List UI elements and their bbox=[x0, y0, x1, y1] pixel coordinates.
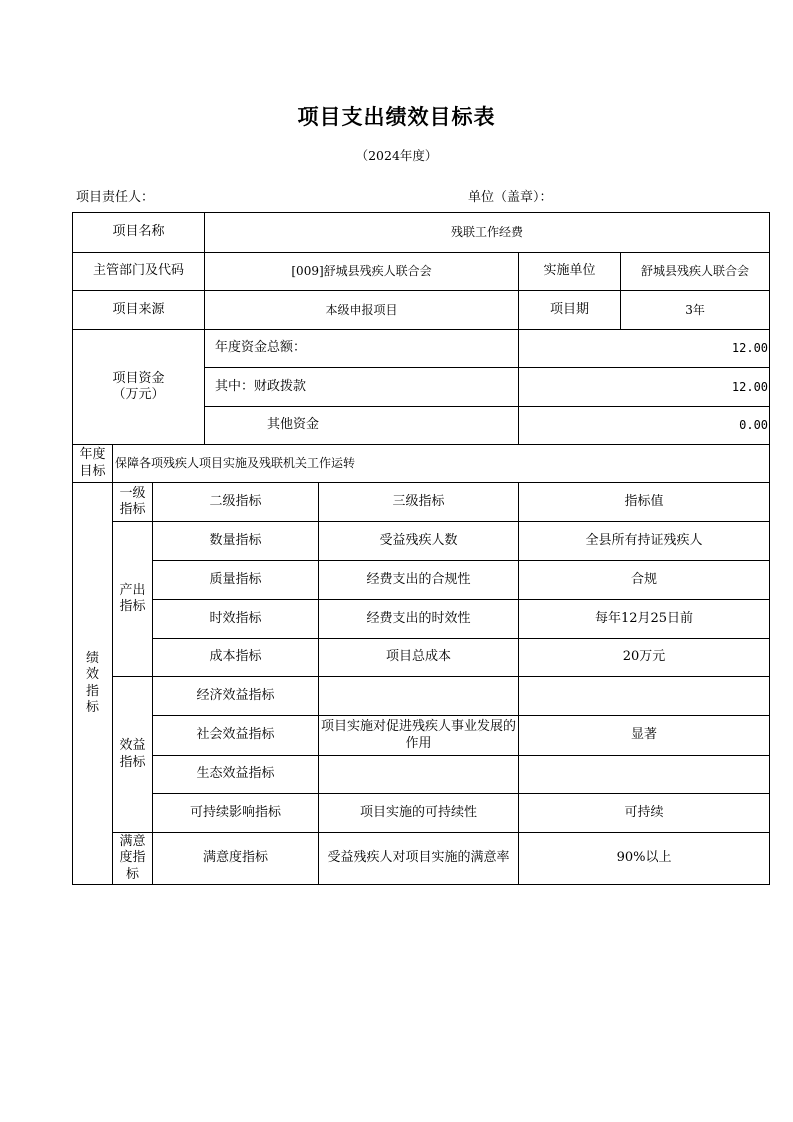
level3-cell bbox=[319, 756, 519, 794]
benefit-label-line1: 效益 bbox=[119, 738, 146, 754]
value-cell: 可持续 bbox=[519, 794, 770, 833]
table-row bbox=[73, 677, 770, 716]
row-annual-goal bbox=[73, 445, 770, 483]
row-department bbox=[73, 253, 770, 291]
source-label: 项目来源 bbox=[73, 291, 205, 330]
level2-cell: 社会效益指标 bbox=[153, 716, 319, 756]
row-source bbox=[73, 291, 770, 330]
year-label: （2024年度） bbox=[355, 148, 438, 163]
project-name-value: 残联工作经费 bbox=[205, 213, 770, 253]
level1-header bbox=[113, 483, 153, 522]
table-row bbox=[73, 833, 770, 885]
benefit-indicator-label bbox=[113, 677, 153, 833]
value-cell bbox=[519, 677, 770, 716]
row-funds-total bbox=[73, 330, 770, 368]
satisfaction-label-line2: 度指 bbox=[119, 850, 146, 866]
value-cell: 每年12月25日前 bbox=[519, 600, 770, 639]
level2-header: 二级指标 bbox=[153, 483, 319, 522]
level2-cell: 质量指标 bbox=[153, 561, 319, 600]
table-row bbox=[73, 639, 770, 677]
dept-value: [009]舒城县残疾人联合会 bbox=[205, 253, 519, 291]
funds-total-label: 年度资金总额： bbox=[205, 330, 519, 368]
value-cell: 合规 bbox=[519, 561, 770, 600]
perf-label-char: 指 bbox=[85, 683, 99, 699]
table-row bbox=[73, 600, 770, 639]
funds-label-line2: （万元） bbox=[112, 387, 165, 402]
impl-unit-label: 实施单位 bbox=[519, 253, 621, 291]
level3-cell: 项目实施对促进残疾人事业发展的作用 bbox=[319, 716, 519, 756]
level3-cell bbox=[319, 677, 519, 716]
output-label-line2: 指标 bbox=[119, 599, 146, 614]
source-value: 本级申报项目 bbox=[205, 291, 519, 330]
funds-fiscal-label: 其中：财政拨款 bbox=[205, 368, 519, 407]
level3-cell: 经费支出的合规性 bbox=[319, 561, 519, 600]
table-row bbox=[73, 561, 770, 600]
level2-cell: 数量指标 bbox=[153, 522, 319, 561]
performance-target-table bbox=[72, 212, 770, 885]
level3-cell: 经费支出的时效性 bbox=[319, 600, 519, 639]
output-label-line1: 产出 bbox=[119, 582, 146, 598]
level3-cell: 项目总成本 bbox=[319, 639, 519, 677]
annual-goal-label bbox=[73, 445, 113, 483]
value-cell: 90%以上 bbox=[519, 833, 770, 885]
level2-cell: 经济效益指标 bbox=[153, 677, 319, 716]
perf-indicator-label bbox=[73, 483, 113, 885]
level2-cell: 成本指标 bbox=[153, 639, 319, 677]
table-row bbox=[73, 756, 770, 794]
level3-cell: 受益残疾人数 bbox=[319, 522, 519, 561]
dept-label: 主管部门及代码 bbox=[73, 253, 205, 291]
output-indicator-label bbox=[113, 522, 153, 677]
level3-header: 三级指标 bbox=[319, 483, 519, 522]
unit-seal-label: 单位（盖章）： bbox=[468, 190, 553, 205]
level1-header-line1: 一级 bbox=[119, 485, 146, 501]
funds-fiscal-value: 12.00 bbox=[519, 368, 770, 407]
satisfaction-label-line3: 标 bbox=[125, 866, 139, 882]
value-cell: 显著 bbox=[519, 716, 770, 756]
satisfaction-label-line1: 满意 bbox=[119, 834, 146, 850]
page-title: 项目支出绩效目标表 bbox=[297, 105, 496, 129]
level1-header-line2: 指标 bbox=[119, 502, 146, 517]
impl-unit-value: 舒城县残疾人联合会 bbox=[621, 253, 770, 291]
row-project-name bbox=[73, 213, 770, 253]
annual-goal-text: 保障各项残疾人项目实施及残联机关工作运转 bbox=[113, 445, 770, 483]
satisfaction-indicator-label bbox=[113, 833, 153, 885]
funds-other-value: 0.00 bbox=[519, 407, 770, 445]
project-name-label: 项目名称 bbox=[73, 213, 205, 253]
value-cell: 20万元 bbox=[519, 639, 770, 677]
benefit-label-line2: 指标 bbox=[119, 754, 146, 770]
funds-other-label: 其他资金 bbox=[205, 407, 519, 445]
responsible-label: 项目责任人： bbox=[76, 190, 155, 205]
perf-label-char: 标 bbox=[85, 699, 99, 715]
table-row bbox=[73, 794, 770, 833]
period-label: 项目期 bbox=[519, 291, 621, 330]
table-row bbox=[73, 716, 770, 756]
value-cell bbox=[519, 756, 770, 794]
row-perf-header bbox=[73, 483, 770, 522]
funds-total-value: 12.00 bbox=[519, 330, 770, 368]
level3-cell: 项目实施的可持续性 bbox=[319, 794, 519, 833]
level3-cell: 受益残疾人对项目实施的满意率 bbox=[319, 833, 519, 885]
level2-cell: 时效指标 bbox=[153, 600, 319, 639]
perf-label-char: 绩 bbox=[85, 651, 99, 666]
funds-label bbox=[73, 330, 205, 445]
period-value: 3年 bbox=[621, 291, 770, 330]
value-header: 指标值 bbox=[519, 483, 770, 522]
level2-cell: 可持续影响指标 bbox=[153, 794, 319, 833]
table-row bbox=[73, 522, 770, 561]
value-cell: 全县所有持证残疾人 bbox=[519, 522, 770, 561]
level2-cell: 满意度指标 bbox=[153, 833, 319, 885]
funds-label-line1: 项目资金 bbox=[112, 370, 165, 386]
level2-cell: 生态效益指标 bbox=[153, 756, 319, 794]
annual-goal-label-line1: 年度 bbox=[79, 447, 106, 463]
annual-goal-label-line2: 目标 bbox=[79, 463, 106, 479]
perf-label-char: 效 bbox=[85, 667, 99, 683]
